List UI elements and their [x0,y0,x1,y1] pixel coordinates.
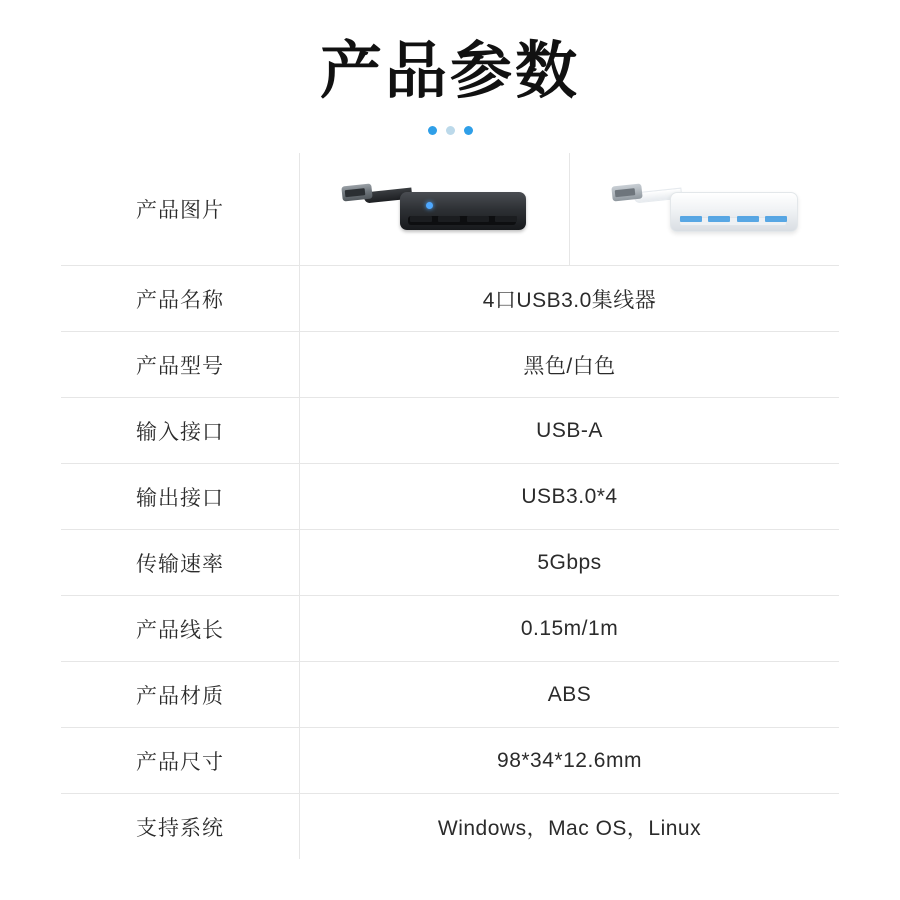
spec-value-output-port: USB3.0*4 [300,464,840,530]
spec-value-supported-systems: Windows，Mac OS，Linux [300,794,840,860]
black-usb-hub-photo [340,174,530,244]
led-indicator-black [426,202,433,209]
table-row [61,398,840,464]
page-header [0,0,900,136]
spec-label-transfer-rate: 传输速率 [61,530,300,596]
spec-value-dimensions: 98*34*12.6mm [300,728,840,794]
usb-ports-black [410,216,518,224]
usb-ports-white [680,216,788,224]
dot-indicator [0,124,900,136]
spec-value-product-image-black [300,153,570,266]
table-row [61,596,840,662]
spec-label-product-model: 产品型号 [61,332,300,398]
spec-value-transfer-rate: 5Gbps [300,530,840,596]
spec-label-dimensions: 产品尺寸 [61,728,300,794]
spec-value-product-image-white [570,153,840,266]
spec-table-wrap [60,152,840,860]
table-row [61,662,840,728]
table-row [61,153,840,266]
spec-label-product-name: 产品名称 [61,266,300,332]
spec-label-material: 产品材质 [61,662,300,728]
hub-body-black [400,192,526,230]
spec-table [60,152,840,860]
white-usb-hub-photo [610,174,800,244]
spec-label-input-port: 输入接口 [61,398,300,464]
page-title: 产品参数 [319,37,580,106]
table-row [61,794,840,860]
table-row [61,332,840,398]
table-row [61,464,840,530]
table-row [61,728,840,794]
spec-label-product-image: 产品图片 [61,153,300,266]
dot-indicator-item-2 [446,126,455,135]
spec-value-product-name: 4口USB3.0集线器 [300,266,840,332]
spec-value-input-port: USB-A [300,398,840,464]
dot-indicator-item-1 [428,126,437,135]
table-row [61,266,840,332]
spec-label-output-port: 输出接口 [61,464,300,530]
spec-label-supported-systems: 支持系统 [61,794,300,860]
dot-indicator-item-3 [464,126,473,135]
spec-value-product-model: 黑色/白色 [300,332,840,398]
spec-label-cable-length: 产品线长 [61,596,300,662]
table-row [61,530,840,596]
spec-value-material: ABS [300,662,840,728]
spec-value-cable-length: 0.15m/1m [300,596,840,662]
hub-body-white [670,192,798,232]
